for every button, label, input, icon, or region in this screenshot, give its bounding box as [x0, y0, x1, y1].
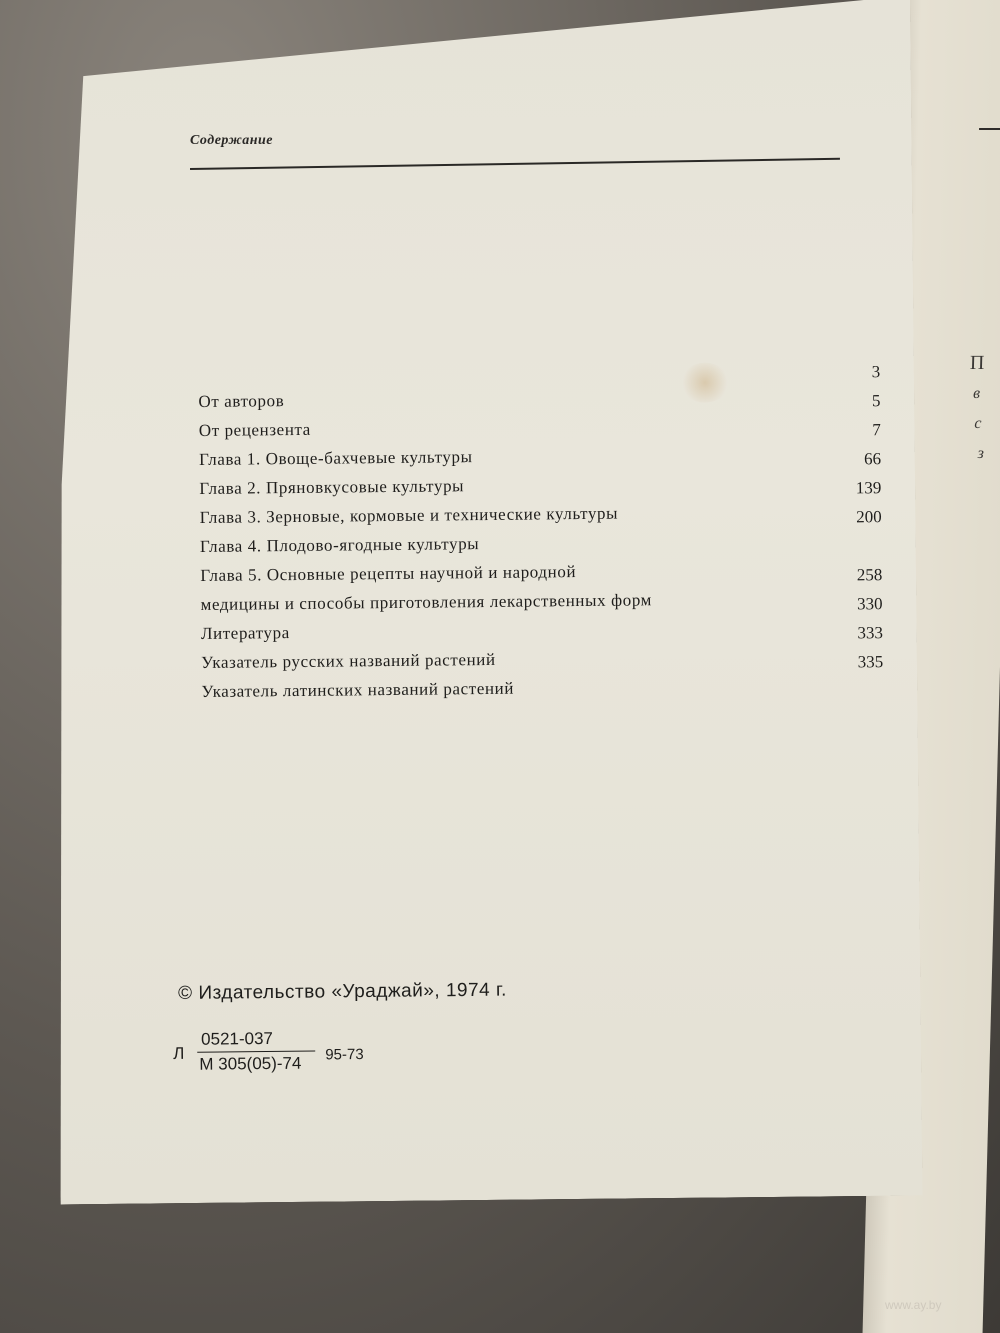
- toc-entry: Глава 5. Основные рецепты научной и народной: [200, 562, 577, 585]
- toc-entry: Указатель русских названий растений: [201, 649, 496, 672]
- adjacent-page-rule: [979, 128, 1000, 130]
- adjacent-page-letter: П: [969, 352, 985, 374]
- fraction-bar: [197, 1051, 315, 1053]
- code-denominator: М 305(05)-74: [199, 1053, 302, 1074]
- toc-page-number: 7: [872, 420, 881, 440]
- toc-page-number: 3: [871, 362, 881, 382]
- site-watermark: www.ay.by: [885, 1298, 942, 1312]
- toc-entry: Глава 2. Пряновкусовые культуры: [199, 476, 465, 498]
- toc-page-number: 335: [857, 652, 884, 672]
- toc-page-number: 333: [857, 623, 883, 643]
- toc-page-number: 66: [863, 449, 882, 469]
- toc-page-numbers: [800, 357, 884, 706]
- toc-page-number: 5: [871, 391, 881, 411]
- toc-entry: От рецензента: [198, 419, 311, 440]
- toc-entry: Глава 1. Овоще-бахчевые культуры: [198, 447, 473, 469]
- adjacent-page-letter: в: [972, 385, 981, 402]
- code-numerator: 0521-037: [200, 1028, 274, 1049]
- toc-entry: Глава 4. Плодово-ягодные культуры: [199, 534, 480, 556]
- toc-page-number: [802, 531, 882, 561]
- copyright-line: © Издательство «Ураджай», 1974 г.: [178, 979, 507, 1004]
- toc-entry: От авторов: [198, 391, 285, 411]
- adjacent-page-letter: з: [977, 445, 985, 462]
- table-of-contents: [198, 351, 892, 706]
- toc-page-number: 200: [856, 507, 882, 527]
- toc-entry: Литература: [200, 623, 290, 643]
- page-title: Содержание: [190, 133, 273, 148]
- toc-page-number: 330: [856, 594, 883, 614]
- toc-page-number: 139: [855, 478, 882, 498]
- code-suffix: 95-73: [325, 1046, 364, 1064]
- toc-entry: медицины и способы приготовления лекарственных форм: [200, 590, 653, 614]
- code-letter: Л: [173, 1043, 185, 1063]
- toc-page-number: [803, 676, 883, 706]
- adjacent-page-letter: с: [974, 415, 982, 432]
- toc-entry: Глава 3. Зерновые, кормовые и технические культуры: [199, 503, 619, 527]
- code-fraction: [197, 1029, 315, 1075]
- toc-entry: Указатель латинских названий растений: [201, 678, 515, 701]
- toc-page-number: 258: [856, 565, 883, 585]
